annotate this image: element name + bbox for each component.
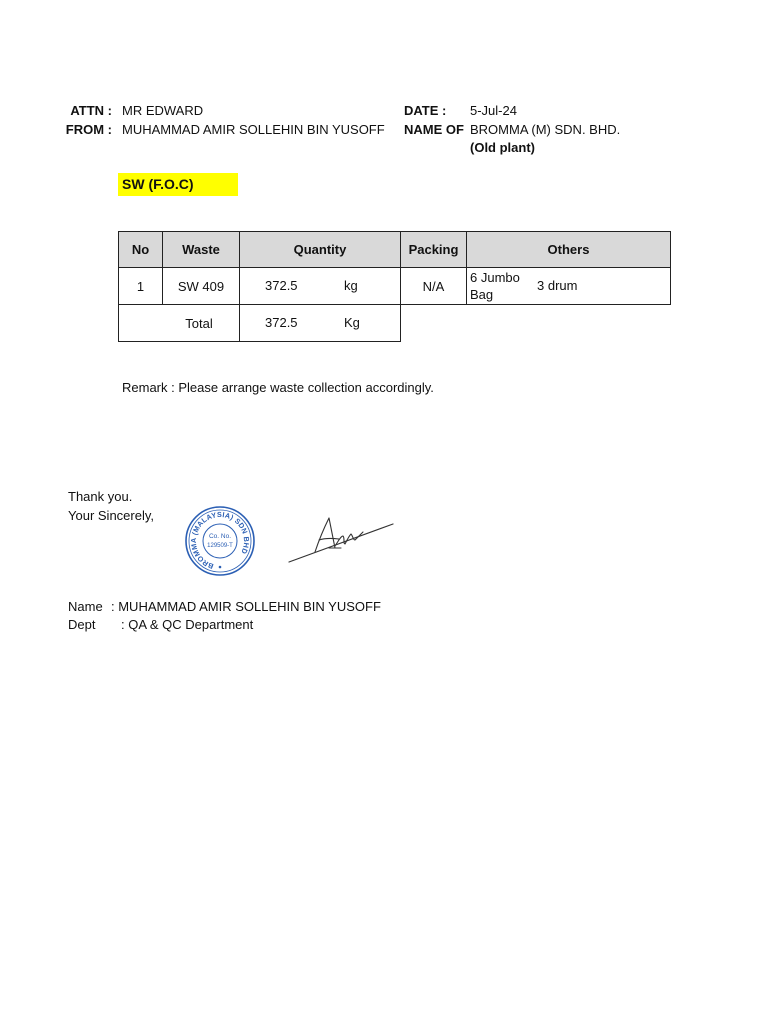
header-waste: Waste <box>163 232 240 268</box>
company-stamp <box>183 505 257 577</box>
attn-label: ATTN : <box>70 103 112 118</box>
remark: Remark : Please arrange waste collection accordingly. <box>122 380 434 395</box>
signer-dept-label: Dept <box>68 617 96 632</box>
header-others: Others <box>467 232 671 268</box>
thanks-text: Thank you. <box>68 489 133 504</box>
sincerely-text: Your Sincerely, <box>68 508 154 523</box>
table-row <box>119 268 671 305</box>
row-quantity-cell <box>240 268 401 305</box>
stamp-company-no: 129509-T <box>207 543 233 549</box>
waste-table <box>118 231 671 342</box>
row-waste: SW 409 <box>163 268 240 305</box>
name-of-label: NAME OF <box>404 122 464 137</box>
signer-name-value: : MUHAMMAD AMIR SOLLEHIN BIN YUSOFF <box>111 599 381 614</box>
row-packing: N/A <box>401 268 467 305</box>
total-quantity: 372.5 <box>265 315 298 330</box>
section-title: SW (F.O.C) <box>122 176 194 192</box>
date-value: 5-Jul-24 <box>470 103 517 118</box>
date-label: DATE : <box>404 103 447 118</box>
section-title-highlight <box>118 173 238 196</box>
total-unit: Kg <box>344 315 360 330</box>
row-others-cell <box>467 268 671 305</box>
total-label: Total <box>119 305 240 342</box>
table-total-row <box>119 305 671 342</box>
signer-name-label: Name <box>68 599 103 614</box>
total-quantity-cell <box>240 305 401 342</box>
attn-value: MR EDWARD <box>122 103 204 118</box>
empty-cell <box>401 305 467 342</box>
name-of-value: BROMMA (M) SDN. BHD. <box>470 122 621 137</box>
header-packing: Packing <box>401 232 467 268</box>
header-no: No <box>119 232 163 268</box>
header-quantity: Quantity <box>240 232 401 268</box>
svg-text:BROMMA (MALAYSIA) SDN BHD <box>189 510 251 571</box>
row-quantity: 372.5 <box>265 278 298 293</box>
row-unit: kg <box>344 278 358 293</box>
row-no: 1 <box>119 268 163 305</box>
table-header-row <box>119 232 671 268</box>
plant-note: (Old plant) <box>470 140 535 155</box>
from-label: FROM : <box>65 122 112 137</box>
from-value: MUHAMMAD AMIR SOLLEHIN BIN YUSOFF <box>122 122 385 137</box>
stamp-ring-text: BROMMA (MALAYSIA) SDN BHD <box>188 509 252 571</box>
signer-dept-value: : QA & QC Department <box>121 617 254 632</box>
stamp-company-no-label: Co. No. <box>208 533 232 540</box>
stamp-dot <box>219 566 222 569</box>
row-others-drums: 3 drum <box>537 278 578 293</box>
empty-cell <box>467 305 671 342</box>
row-others-bags: 6 Jumbo Bag <box>470 270 520 302</box>
signature <box>285 510 397 566</box>
